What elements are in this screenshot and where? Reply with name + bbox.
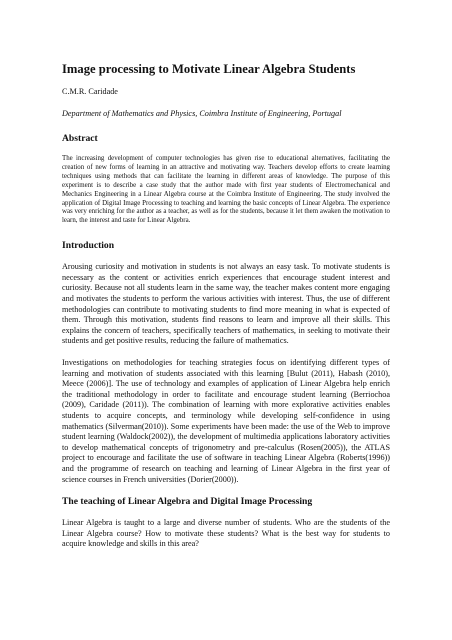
author-name: C.M.R. Caridade (62, 87, 118, 96)
teaching-section-paragraph: Linear Algebra is taught to a large and diverse number of students. Who are the students of the Linear Algebra course? How to motivate these students? What is the best way for students to acquire knowledge and skills in this area? (62, 518, 390, 549)
paper-title: Image processing to Motivate Linear Algebra Students (62, 62, 356, 76)
abstract-heading: Abstract (62, 133, 98, 144)
introduction-heading: Introduction (62, 240, 115, 252)
author-affiliation: Department of Mathematics and Physics, Coimbra Institute of Engineering, Portugal (62, 109, 342, 118)
introduction-paragraph-2: Investigations on methodologies for teaching strategies focus on identifying different types of learning and motivation of students associated with this learning [Bulut (2011), Habash (2010), Meece (2006)]. The use of technology and examples of application of Linear Algebra help enrich the traditional methodology in order to facilitate and encourage student learning (Berriochoa (2009), Caridade (2011)). The combination of learning with more explorative activities enables students to acquire concepts, and terminology while developing self-confidence in using mathematics (Silverman(2010)). Some experiments have been made: the use of the Web to improve student learning (Waldock(2002)), the development of multimedia applications laboratory activities to develop mathematical concepts of trigonometry and pre-calculus (Rosen(2005)), the ATLAS project to encourage and facilitate the use of software in teaching Linear Algebra (Roberts(1996)) and the programme of research on teaching and learning of Linear Algebra in the first year of science courses in French universities (Dorier(2000)). (62, 358, 390, 484)
paper-page (62, 62, 390, 561)
introduction-paragraph-1: Arousing curiosity and motivation in students is not always an easy task. To motivate students is necessary as the content or activities enrich experiences that encourage student interest and curiosity. Because not all students learn in the same way, the teacher makes content more engaging and motivates the students to perform the various activities with interest. Thus, the use of different methodologies can contribute to motivating students to find more meaning in what is expected of them. Through this motivation, students find reasons to learn and improve all their skills. This explains the concern of teachers, specifically teachers of mathematics, in seeking to motivate their students and get positive results, reducing the failure of mathematics. (62, 262, 390, 346)
abstract-text: The increasing development of computer technologies has given rise to educational alternatives, facilitating the creation of new forms of learning in an attractive and motivating way. Teachers develop efforts to create learning techniques using methods that can facilitate the learning in different areas of knowledge. The purpose of this experiment is to describe a case study that the author made with first year students of Electromechanical and Mechanics Engineering in a Linear Algebra course at the Coimbra Institute of Engineering. The study involved the application of Digital Image Processing to teaching and learning the basic concepts of Linear Algebra. The experience was very enriching for the author as a teacher, as well as for the students, because it let them awaken the motivation to learn, the interest and taste for Linear Algebra. (62, 155, 390, 225)
teaching-section-heading: The teaching of Linear Algebra and Digital Image Processing (62, 496, 313, 508)
